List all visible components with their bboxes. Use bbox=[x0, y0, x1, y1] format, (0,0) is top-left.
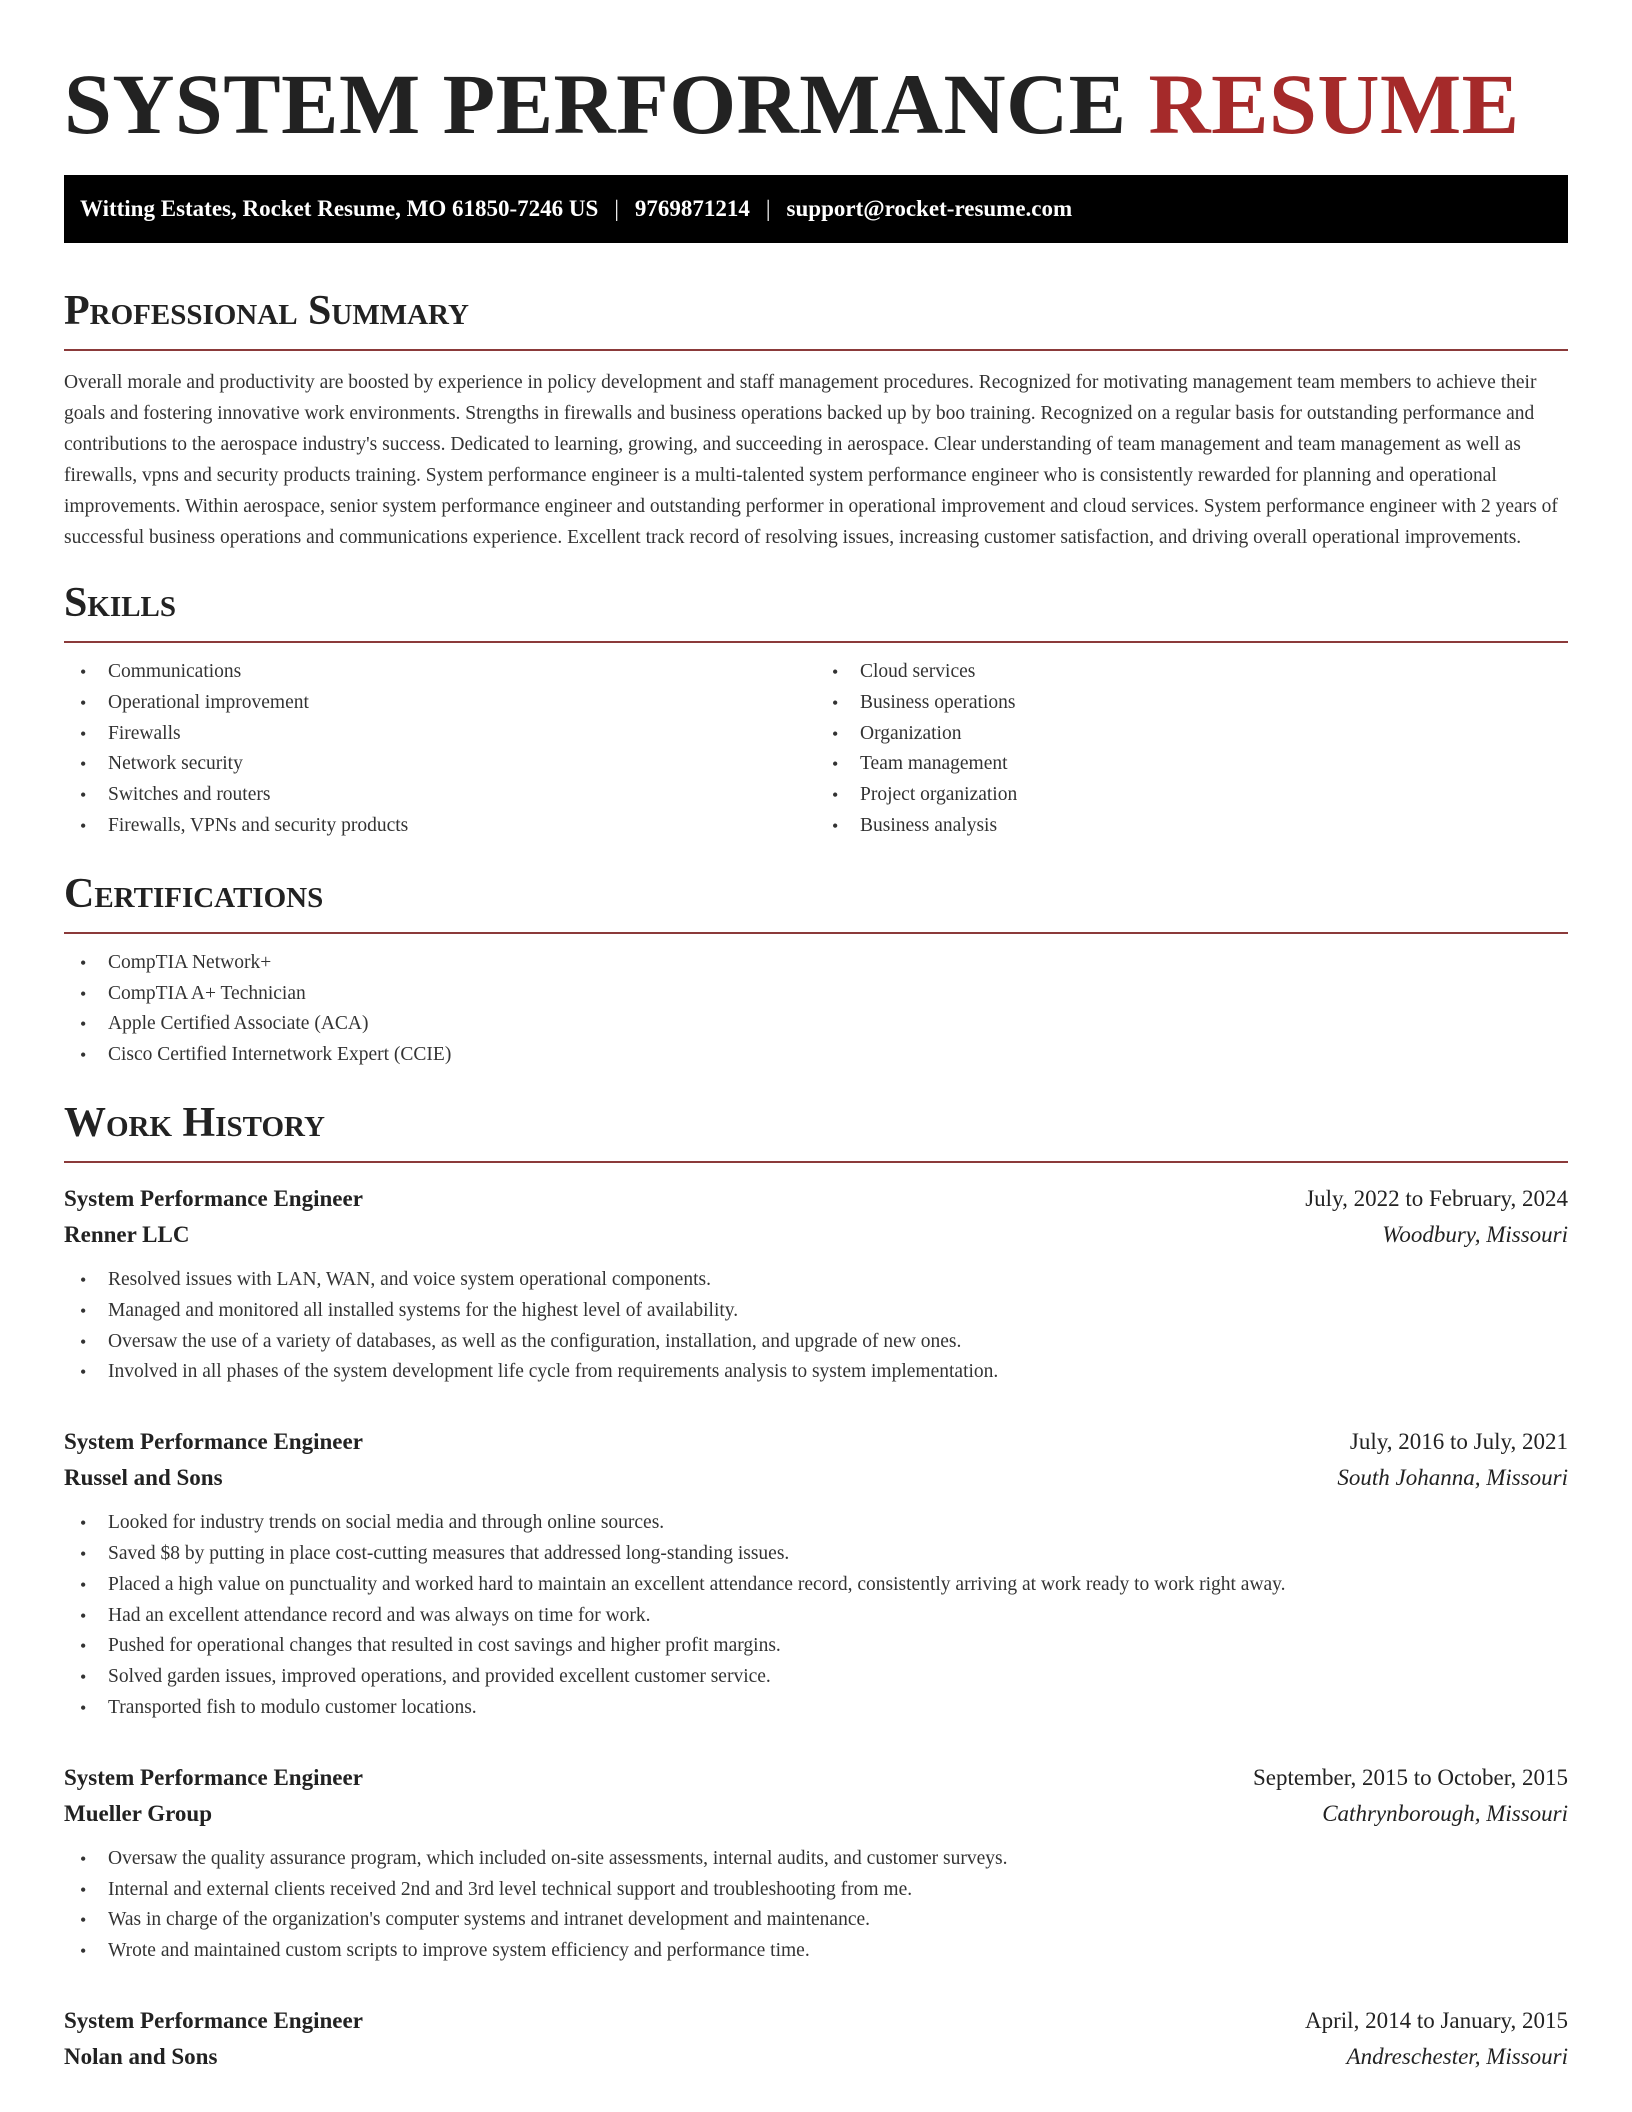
summary-section bbox=[64, 287, 1568, 553]
skills-grid bbox=[64, 657, 1568, 842]
job-duty: • Wrote and maintained custom scripts to improve system efficiency and performance time. bbox=[64, 1936, 1568, 1967]
job-duties-list bbox=[64, 1844, 1568, 1967]
skill-item: • Business analysis bbox=[816, 811, 1568, 842]
job-duty: • Had an excellent attendance record and was always on time for work. bbox=[64, 1601, 1568, 1632]
work-history-section bbox=[64, 1099, 1568, 2075]
contact-phone: 9769871214 bbox=[634, 196, 750, 221]
job-duty: • Managed and monitored all installed systems for the highest level of availability. bbox=[64, 1296, 1568, 1327]
job-entry bbox=[64, 1760, 1568, 1967]
job-location: Cathrynborough, Missouri bbox=[1322, 1800, 1568, 1826]
skill-item: • Cloud services bbox=[816, 657, 1568, 688]
summary-heading: Professional Summary bbox=[64, 287, 1568, 351]
job-duty: • Oversaw the quality assurance program, which included on-site assessments, internal audits, and customer surveys. bbox=[64, 1844, 1568, 1875]
job-duty: • Was in charge of the organization's computer systems and intranet development and maintenance. bbox=[64, 1905, 1568, 1936]
skill-item: • Network security bbox=[64, 749, 816, 780]
skill-item: • Team management bbox=[816, 749, 1568, 780]
job-dates: April, 2014 to January, 2015 bbox=[1305, 2007, 1568, 2033]
skills-heading: Skills bbox=[64, 579, 1568, 643]
job-duty: • Saved $8 by putting in place cost-cutting measures that addressed long-standing issues. bbox=[64, 1539, 1568, 1570]
job-duty: • Pushed for operational changes that resulted in cost savings and higher profit margins. bbox=[64, 1631, 1568, 1662]
job-duties-list bbox=[64, 1508, 1568, 1724]
resume-title bbox=[64, 58, 1568, 150]
skill-item: • Firewalls bbox=[64, 719, 816, 750]
title-accent: RESUME bbox=[1148, 56, 1520, 152]
job-title-row bbox=[64, 1181, 1568, 1217]
job-title: System Performance Engineer bbox=[64, 2007, 363, 2033]
skill-item: • Project organization bbox=[816, 780, 1568, 811]
job-duty: • Solved garden issues, improved operations, and provided excellent customer service. bbox=[64, 1662, 1568, 1693]
job-company: Mueller Group bbox=[64, 1800, 213, 1826]
job-entry bbox=[64, 2003, 1568, 2075]
skill-item: • Firewalls, VPNs and security products bbox=[64, 811, 816, 842]
skill-item: • Organization bbox=[816, 719, 1568, 750]
job-company: Russel and Sons bbox=[64, 1465, 223, 1491]
skill-item: • Communications bbox=[64, 657, 816, 688]
job-company-row bbox=[64, 1460, 1568, 1496]
job-entry bbox=[64, 1181, 1568, 1388]
job-company-row bbox=[64, 1796, 1568, 1832]
certification-item: • Apple Certified Associate (ACA) bbox=[64, 1009, 1568, 1040]
job-dates: September, 2015 to October, 2015 bbox=[1253, 1764, 1568, 1790]
certification-item: • CompTIA A+ Technician bbox=[64, 979, 1568, 1010]
job-title: System Performance Engineer bbox=[64, 1764, 363, 1790]
skill-item: • Operational improvement bbox=[64, 688, 816, 719]
job-duty: • Placed a high value on punctuality and worked hard to maintain an excellent attendance record, consistently arriving at work ready to work right away. bbox=[64, 1570, 1568, 1601]
job-duty: • Looked for industry trends on social media and through online sources. bbox=[64, 1508, 1568, 1539]
title-main: SYSTEM PERFORMANCE bbox=[64, 56, 1127, 152]
job-duty: • Internal and external clients received 2nd and 3rd level technical support and troubleshooting from me. bbox=[64, 1875, 1568, 1906]
job-dates: July, 2016 to July, 2021 bbox=[1349, 1429, 1568, 1455]
job-company-row bbox=[64, 1217, 1568, 1253]
job-location: South Johanna, Missouri bbox=[1337, 1465, 1568, 1491]
certifications-list bbox=[64, 948, 1568, 1071]
contact-email: support@rocket-resume.com bbox=[786, 196, 1073, 221]
certifications-section bbox=[64, 870, 1568, 1071]
contact-bar bbox=[64, 175, 1568, 243]
skills-section bbox=[64, 579, 1568, 842]
job-title-row bbox=[64, 1760, 1568, 1796]
certification-item: • Cisco Certified Internetwork Expert (CCIE) bbox=[64, 1040, 1568, 1071]
job-title: System Performance Engineer bbox=[64, 1185, 363, 1211]
job-title: System Performance Engineer bbox=[64, 1429, 363, 1455]
job-location: Andreschester, Missouri bbox=[1346, 2043, 1568, 2069]
skills-list-right bbox=[816, 657, 1568, 842]
job-title-row bbox=[64, 1424, 1568, 1460]
skill-item: • Switches and routers bbox=[64, 780, 816, 811]
job-company: Nolan and Sons bbox=[64, 2043, 218, 2069]
job-title-row bbox=[64, 2003, 1568, 2039]
skill-item: • Business operations bbox=[816, 688, 1568, 719]
job-duty: • Oversaw the use of a variety of databases, as well as the configuration, installation, and upgrade of new ones. bbox=[64, 1327, 1568, 1358]
job-duty: • Resolved issues with LAN, WAN, and voice system operational components. bbox=[64, 1265, 1568, 1296]
work-history-heading: Work History bbox=[64, 1099, 1568, 1163]
certifications-heading: Certifications bbox=[64, 870, 1568, 934]
job-company-row bbox=[64, 2039, 1568, 2075]
contact-separator: | bbox=[765, 196, 771, 221]
job-duties-list bbox=[64, 1265, 1568, 1388]
summary-text: Overall morale and productivity are boosted by experience in policy development and staff management procedures. Recognized for motivating management team members to achieve their goals and fostering innovative work environments. Strengths in firewalls and business operations backed up by boo training. Recognized on a regular basis for outstanding performance and contributions to the aerospace industry's success. Dedicated to learning, growing, and succeeding in aerospace. Clear understanding of team management and team management as well as firewalls, vpns and security products training. System performance engineer is a multi-talented system performance engineer who is consistently rewarded for planning and operational improvements. Within aerospace, senior system performance engineer and outstanding performer in operational improvement and cloud services. System performance engineer with 2 years of successful business operations and communications experience. Excellent track record of resolving issues, increasing customer satisfaction, and driving overall operational improvements. bbox=[64, 372, 1558, 548]
contact-address: Witting Estates, Rocket Resume, MO 61850-7246 US bbox=[80, 196, 599, 221]
job-duty: • Involved in all phases of the system development life cycle from requirements analysis to system implementation. bbox=[64, 1357, 1568, 1388]
job-entry bbox=[64, 1424, 1568, 1724]
job-company: Renner LLC bbox=[64, 1221, 190, 1247]
certification-item: • CompTIA Network+ bbox=[64, 948, 1568, 979]
job-location: Woodbury, Missouri bbox=[1382, 1221, 1568, 1247]
job-dates: July, 2022 to February, 2024 bbox=[1305, 1185, 1568, 1211]
skills-list-left bbox=[64, 657, 816, 842]
contact-separator: | bbox=[614, 196, 619, 221]
job-duty: • Transported fish to modulo customer locations. bbox=[64, 1693, 1568, 1724]
